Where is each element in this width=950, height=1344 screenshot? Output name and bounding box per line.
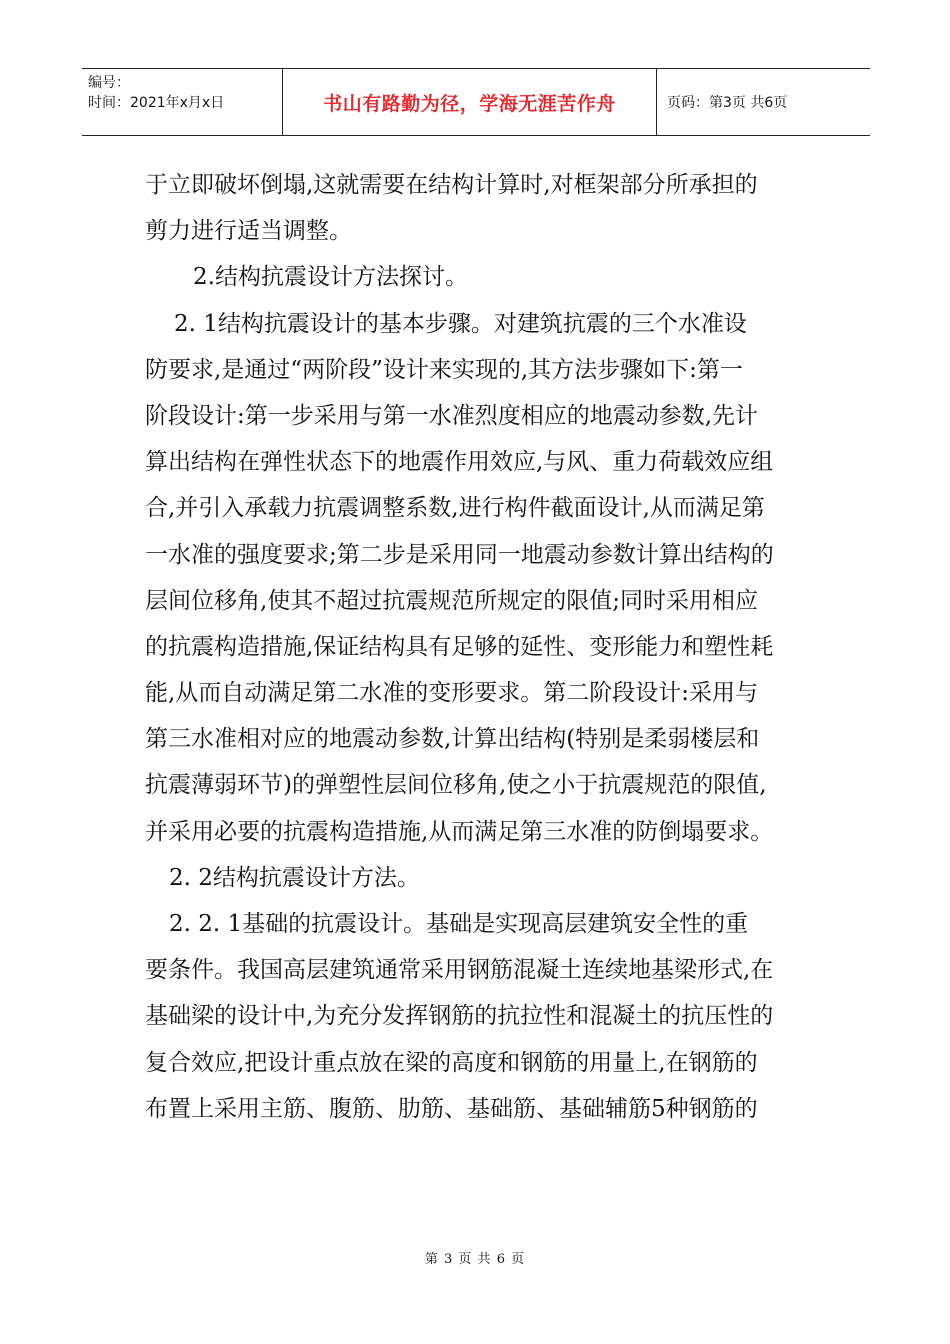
body-text <box>145 162 810 1132</box>
body-line: 于立即破坏倒塌,这就需要在结构计算时,对框架部分所承担的 <box>145 172 758 198</box>
body-line: 能,从而自动满足第二水准的变形要求。第二阶段设计:采用与 <box>145 680 759 707</box>
motto: 书山有路勤为径，学海无涯苦作舟 <box>283 69 657 135</box>
page-label: 页码：第3页 共6页 <box>667 95 788 111</box>
header-left-cell <box>82 69 283 135</box>
page-footer: 第 3 页 共 6 页 <box>424 1252 526 1267</box>
subsection-heading: 2. 2. 1基础的抗震设计。基础是实现高层建筑安全性的重 <box>169 911 749 937</box>
body-line: 算出结构在弹性状态下的地震作用效应,与风、重力荷载效应组 <box>145 449 774 476</box>
body-line: 抗震薄弱环节)的弹塑性层间位移角,使之小于抗震规范的限值, <box>145 772 767 799</box>
number-label: 编号： <box>88 75 130 91</box>
body-line: 阶段设计:第一步采用与第一水准烈度相应的地震动参数,先计 <box>145 402 759 429</box>
body-line: 一水准的强度要求;第二步是采用同一地震动参数计算出结构的 <box>145 541 774 568</box>
header-table <box>82 68 870 136</box>
body-line: 要条件。我国高层建筑通常采用钢筋混凝土连续地基梁形式,在 <box>145 957 774 984</box>
body-line: 剪力进行适当调整。 <box>145 218 352 245</box>
body-line: 防要求,是通过“两阶段”设计来实现的,其方法步骤如下:第一 <box>145 356 743 383</box>
date-label: 时间：2021年x月x日 <box>88 95 225 111</box>
body-line: 基础梁的设计中,为充分发挥钢筋的抗拉性和混凝土的抗压性的 <box>145 1003 774 1030</box>
body-line: 复合效应,把设计重点放在梁的高度和钢筋的用量上,在钢筋的 <box>145 1049 758 1076</box>
body-line: 并采用必要的抗震构造措施,从而满足第三水准的防倒塌要求。 <box>145 818 774 845</box>
body-line: 层间位移角,使其不超过抗震规范所规定的限值;同时采用相应 <box>145 587 759 614</box>
subsection-heading: 2. 2结构抗震设计方法。 <box>169 864 420 891</box>
body-line: 合,并引入承载力抗震调整系数,进行构件截面设计,从而满足第 <box>145 495 765 522</box>
body-line: 第三水准相对应的地震动参数,计算出结构(特别是柔弱楼层和 <box>145 726 760 753</box>
section-heading: 2.结构抗震设计方法探讨。 <box>193 264 468 291</box>
body-line: 布置上采用主筋、腹筋、肋筋、基础筋、基础辅筋5种钢筋的 <box>145 1095 758 1122</box>
subsection-heading: 2. 1结构抗震设计的基本步骤。对建筑抗震的三个水准设 <box>174 310 747 337</box>
body-line: 的抗震构造措施,保证结构具有足够的延性、变形能力和塑性耗 <box>145 633 774 660</box>
